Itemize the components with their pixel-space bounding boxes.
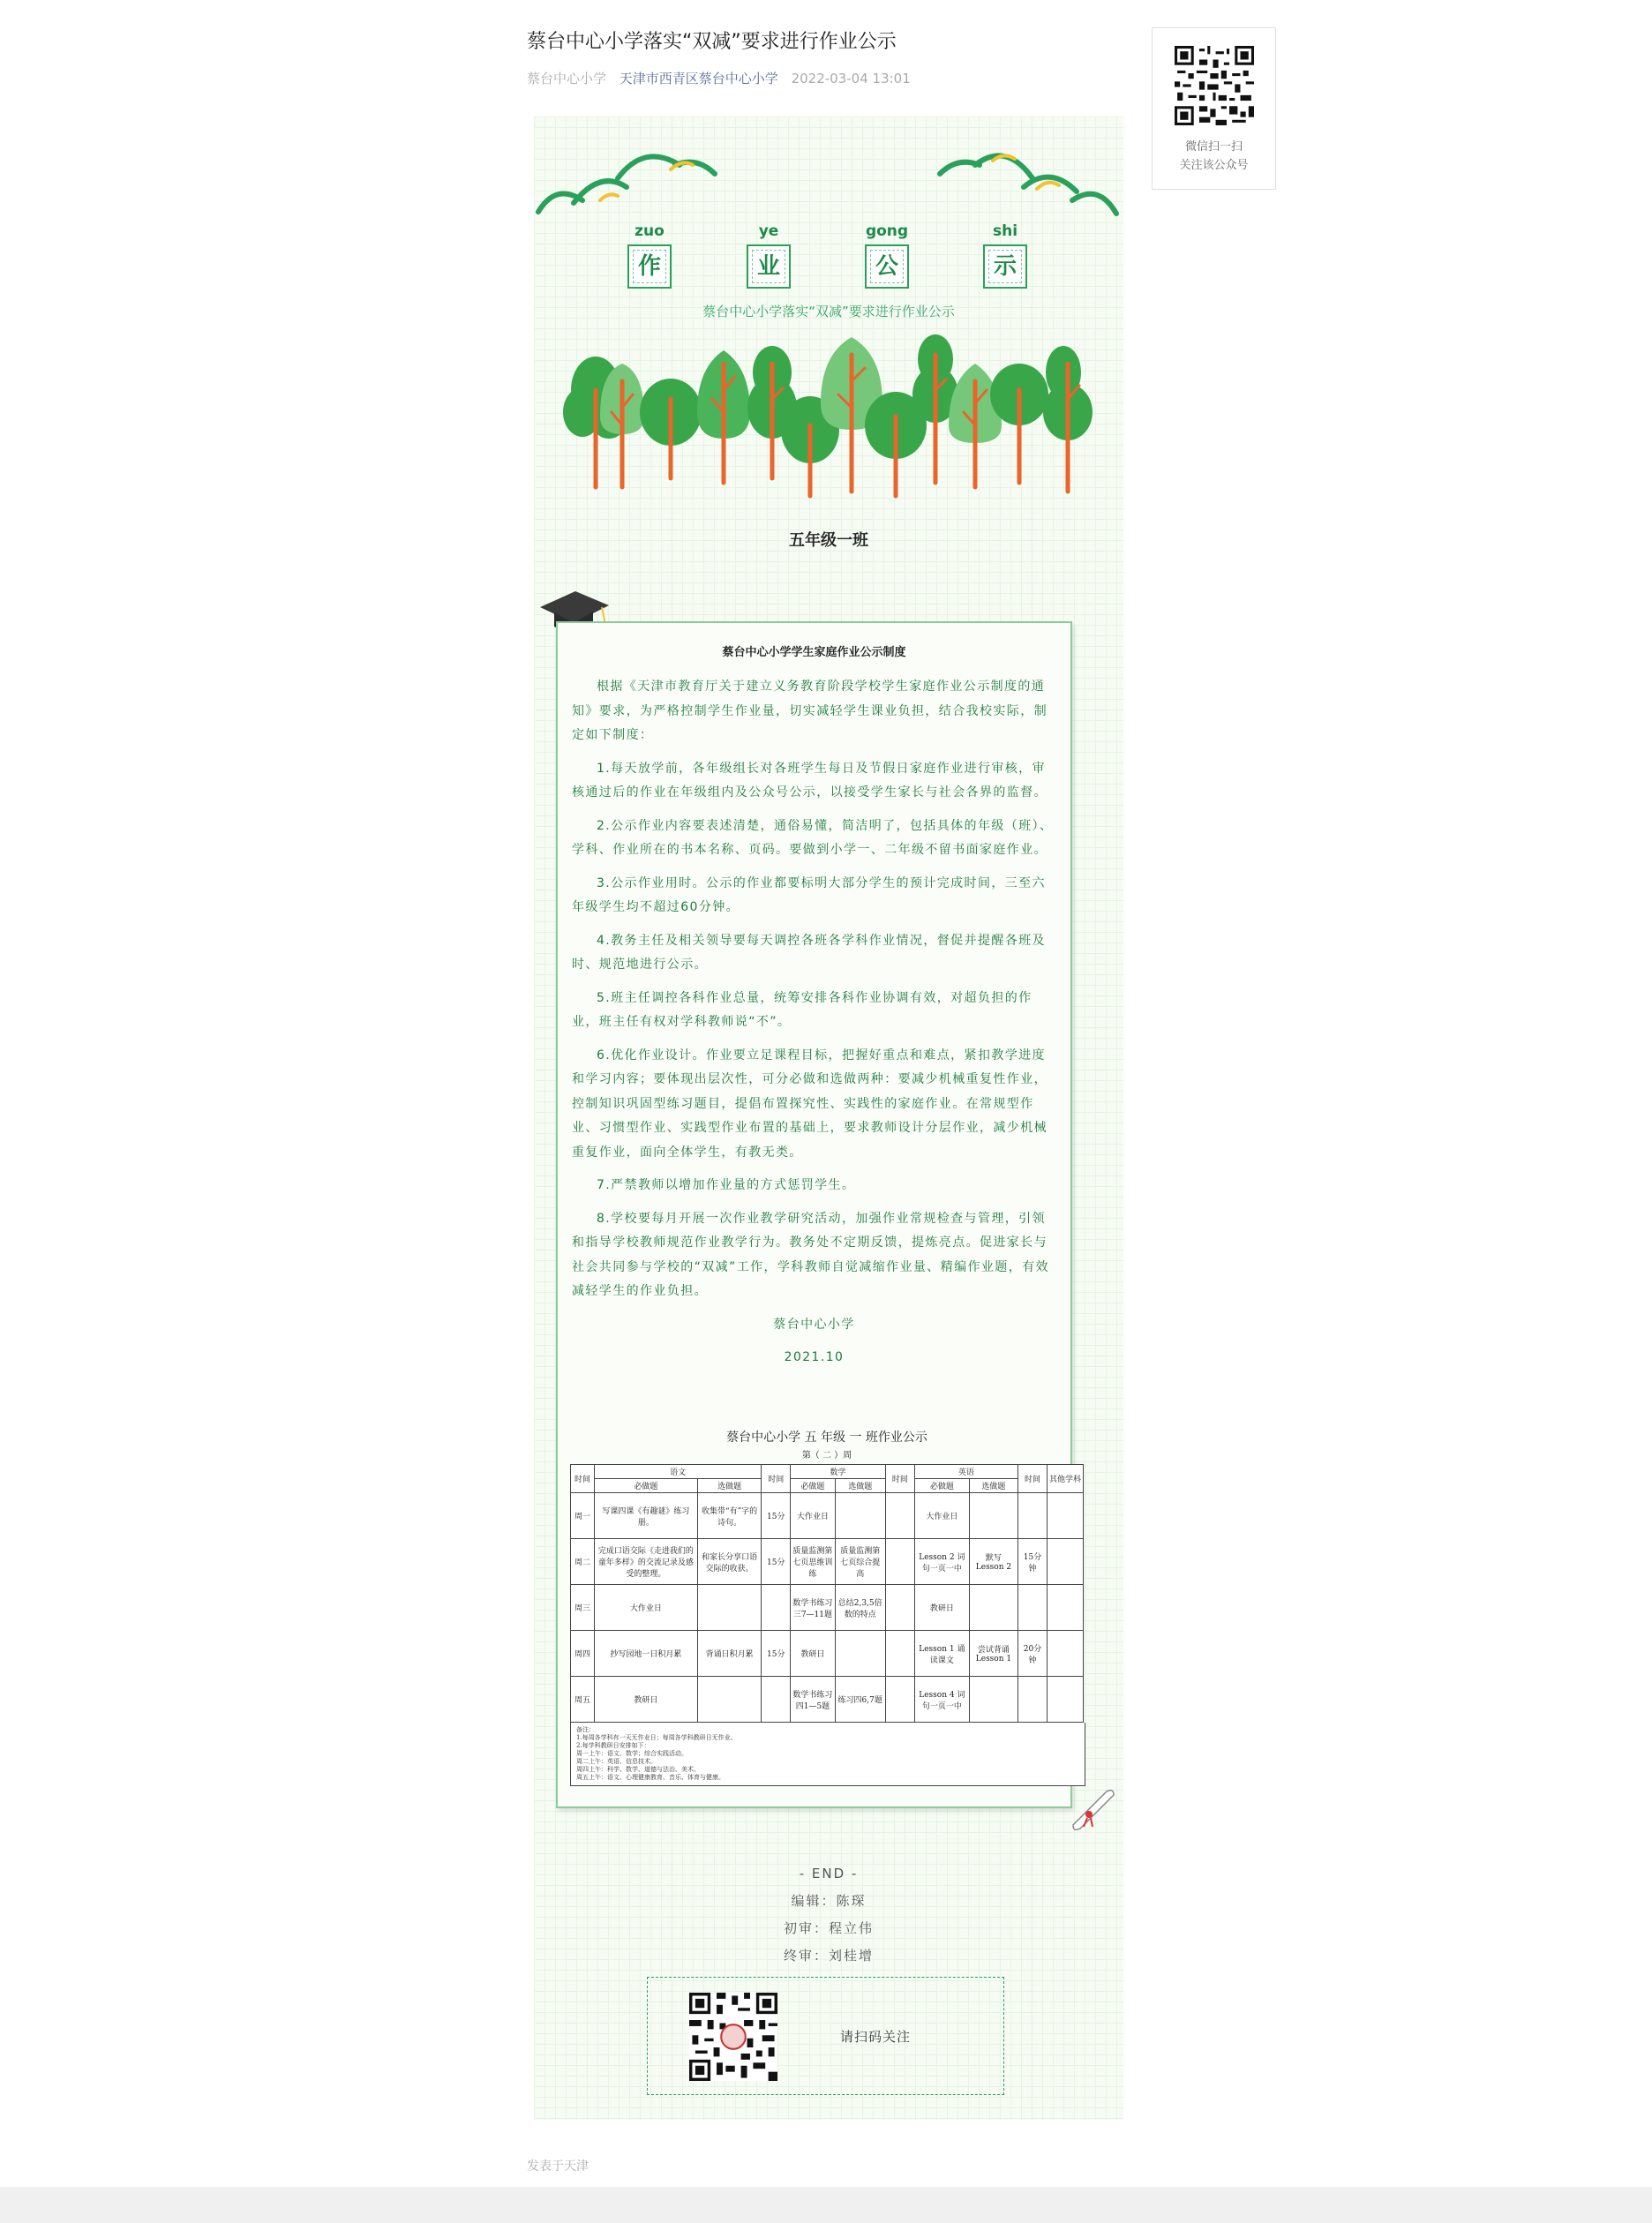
- hanzi-box-3: [865, 244, 909, 289]
- cell: [697, 1677, 761, 1723]
- cell: 15分: [762, 1493, 791, 1539]
- article-content: [534, 116, 1123, 2120]
- hanzi-box-2: [747, 244, 791, 289]
- cell-day: 周二: [571, 1539, 595, 1585]
- follow-qr-box: [647, 1977, 1004, 2095]
- cell: Lesson 4 词句一页一中: [914, 1677, 969, 1723]
- col-optional: 选做题: [835, 1479, 885, 1493]
- end-marker: - END -: [799, 1866, 859, 1881]
- cell: [969, 1677, 1017, 1723]
- forest-illustration: [560, 328, 1099, 505]
- cell: [1048, 1631, 1084, 1677]
- cell: 大作业日: [791, 1493, 835, 1539]
- notice-paragraph: 3.公示作业用时。公示的作业都要标明大部分学生的预计完成时间，三至六年级学生均不超过60分钟。: [572, 875, 1046, 914]
- qr-caption-line1: 微信扫一扫: [1184, 140, 1243, 154]
- col-other: 其他学科: [1048, 1465, 1084, 1493]
- pinyin-2: ye: [758, 222, 779, 240]
- notice-title: 蔡台中心小学学生家庭作业公示制度: [722, 646, 906, 659]
- cell: 20分钟: [1018, 1631, 1048, 1677]
- cell: 15分: [762, 1631, 791, 1677]
- cell: 尝试背诵 Lesson 1: [969, 1631, 1017, 1677]
- notice-paragraph: 2.公示作业内容要表述清楚，通俗易懂，简洁明了，包括具体的年级（班）、学科、作业所在的书本名称、页码。要做到小学一、二年级不留书面家庭作业。: [572, 818, 1054, 857]
- homework-table-week: 第（ 二 ）周: [801, 1451, 852, 1461]
- publish-location: 发表于天津: [527, 2159, 589, 2174]
- cell: [1048, 1539, 1084, 1585]
- article-meta: [527, 69, 1127, 87]
- cell-day: 周一: [571, 1493, 595, 1539]
- cell: 收集带“有”字的诗句。: [697, 1493, 761, 1539]
- cell: [1018, 1493, 1048, 1539]
- cell: [762, 1585, 791, 1631]
- cell: 和家长分享口语交际的收获。: [697, 1539, 761, 1585]
- cell: 背诵日积月累: [697, 1631, 761, 1677]
- cell: 大作业日: [595, 1585, 698, 1631]
- qr-code-icon: [1175, 46, 1254, 125]
- table-row: [571, 1585, 1084, 1631]
- cell: 15分: [762, 1539, 791, 1585]
- pinyin-1: zuo: [635, 222, 665, 240]
- notice-card: [556, 621, 1082, 1808]
- account-qr-panel: [1152, 27, 1276, 190]
- notice-signature: 蔡台中心小学: [773, 1317, 855, 1332]
- follow-text: 请扫码关注: [840, 2029, 912, 2045]
- qr-caption-line2: 关注该公众号: [1179, 159, 1249, 172]
- hanzi-box-1: [627, 244, 672, 289]
- hanzi-4: 示: [993, 253, 1017, 280]
- col-required: 必做题: [595, 1479, 698, 1493]
- col-day: 时间: [571, 1465, 595, 1493]
- col-subject-chinese: 语文: [595, 1465, 762, 1479]
- note-line: 备注：: [576, 1726, 595, 1733]
- note-line: 周一上午：语文、数学；综合实践活动。: [576, 1750, 687, 1757]
- author-name: 蔡台中心小学: [527, 71, 607, 86]
- col-time: 时间: [762, 1465, 791, 1493]
- table-row: [571, 1631, 1084, 1677]
- cell: 数学书练习四1—5题: [791, 1677, 835, 1723]
- cell: 默写 Lesson 2: [969, 1539, 1017, 1585]
- follow-qr-code-icon: [689, 1993, 777, 2081]
- notice-paragraph: 1.每天放学前，各年级组长对各班学生每日及节假日家庭作业进行审核，审核通过后的作业在年级组内及公众号公示，以接受学生家长与社会各界的监督。: [572, 761, 1048, 800]
- cell: [835, 1631, 885, 1677]
- cell: 抄写园地一日积月累: [595, 1631, 698, 1677]
- bottom-bar: [0, 2187, 1652, 2223]
- cell-day: 周三: [571, 1585, 595, 1631]
- diploma-scroll-icon: [1066, 1783, 1119, 1836]
- col-optional: 选做题: [969, 1479, 1017, 1493]
- cell: 质量监测第七页综合提高: [835, 1539, 885, 1585]
- hanzi-3: 公: [875, 253, 898, 280]
- cell: [1018, 1585, 1048, 1631]
- note-line: 周五上午：语文、心理健康教育、音乐、体育与健康。: [576, 1774, 725, 1781]
- cell: 总结2,3,5倍数的特点: [835, 1585, 885, 1631]
- cell: 完成口语交际《走进我们的童年多样》的交流记录及感受的整理。: [595, 1539, 698, 1585]
- table-row: [571, 1677, 1084, 1723]
- end-block: [534, 1860, 1123, 1970]
- homework-grid: [570, 1464, 1084, 1723]
- cell: [1048, 1493, 1084, 1539]
- hanzi-box-4: [983, 244, 1027, 289]
- homework-table: [570, 1428, 1084, 1786]
- cell: [885, 1585, 914, 1631]
- cell: [762, 1677, 791, 1723]
- cell: [835, 1493, 885, 1539]
- cell: 15分钟: [1018, 1539, 1048, 1585]
- cell: [1048, 1585, 1084, 1631]
- table-row: [571, 1493, 1084, 1539]
- cell: 大作业日: [914, 1493, 969, 1539]
- table-row: [571, 1539, 1084, 1585]
- note-line: 周二上午：英语、信息技术。: [576, 1758, 657, 1765]
- pinyin-3: gong: [865, 222, 909, 240]
- article-header: [527, 25, 1127, 87]
- cell: [885, 1493, 914, 1539]
- col-time: 时间: [1018, 1465, 1048, 1493]
- col-time: 时间: [885, 1465, 914, 1493]
- final-review-credit: 终审：刘桂增: [783, 1948, 874, 1964]
- notice-paragraph: 4.教务主任及相关领导要每天调控各班各学科作业情况，督促并提醒各班及时、规范地进行公示。: [572, 933, 1046, 972]
- cell: Lesson 2 词句一页一中: [914, 1539, 969, 1585]
- cell: [969, 1493, 1017, 1539]
- notice-paragraph: 6.优化作业设计。作业要立足课程目标，把握好重点和难点，紧扣教学进度和学习内容；要体现出层次性，可分必做和选做两种：要减少机械重复性作业，控制知识巩固型练习题目，提倡布置探究性、实践性的家庭作业。在常规型作业、习惯型作业、实践型作业布置的基础上，要求教师设计分层作业，减少机械重复作业，面向全体学生，有教无类。: [572, 1048, 1048, 1160]
- cell: 教研日: [791, 1631, 835, 1677]
- notice-date: 2021.10: [784, 1350, 845, 1364]
- cell: 教研日: [914, 1585, 969, 1631]
- cell: [969, 1585, 1017, 1631]
- col-subject-math: 数学: [791, 1465, 886, 1479]
- cell: 质量监测第七页思维训练: [791, 1539, 835, 1585]
- col-subject-english: 英语: [914, 1465, 1017, 1479]
- col-required: 必做题: [914, 1479, 969, 1493]
- pinyin-4: shi: [992, 222, 1018, 240]
- cell: 教研日: [595, 1677, 698, 1723]
- hanzi-2: 业: [756, 253, 780, 280]
- notice-paragraph: 5.班主任调控各科作业总量，统筹安排各科作业协调有效，对超负担的作业，班主任有权对学科教师说“不”。: [572, 990, 1032, 1029]
- cell: [885, 1539, 914, 1585]
- cloud-decoration: [534, 134, 1123, 222]
- table-subheader-row: [571, 1479, 1084, 1493]
- note-line: 2.每学科教研日安排如下：: [576, 1742, 650, 1749]
- cell: 数学书练习三7—11题: [791, 1585, 835, 1631]
- notice-paragraph: 8.学校要每月开展一次作业教学研究活动，加强作业常规检查与管理，引领和指导学校教师规范作业教学行为。教务处不定期反馈，提炼亮点。促进家长与社会共同参与学校的“双减”工作，学科教师自觉减缩作业量、精编作业题，有效减轻学生的作业负担。: [572, 1211, 1049, 1298]
- article-title: 蔡台中心小学落实“双减”要求进行作业公示: [527, 31, 897, 53]
- cell: [697, 1585, 761, 1631]
- cell: 练习四6,7题: [835, 1677, 885, 1723]
- notice-paragraph: 7.严禁教师以增加作业量的方式惩罚学生。: [597, 1178, 856, 1192]
- cell: 写课四课《有趣谜》练习册。: [595, 1493, 698, 1539]
- publish-date: 2022-03-04 13:01: [791, 71, 911, 86]
- homework-table-title: 蔡台中心小学 五 年级 一 班作业公示: [726, 1431, 927, 1445]
- note-line: 1.每周各学科有一天无作业日；每周各学科教研日无作业。: [576, 1734, 737, 1741]
- editor-credit: 编辑：陈琛: [791, 1893, 867, 1909]
- cell-day: 周四: [571, 1631, 595, 1677]
- cell-day: 周五: [571, 1677, 595, 1723]
- notice-body: [558, 659, 1070, 1371]
- col-required: 必做题: [791, 1479, 835, 1493]
- col-optional: 选做题: [697, 1479, 761, 1493]
- cell: [885, 1631, 914, 1677]
- note-line: 周四上午：科学、数学、道德与法治、美术。: [576, 1766, 700, 1773]
- cell: [885, 1677, 914, 1723]
- account-link[interactable]: 天津市西青区蔡台中心小学: [619, 71, 778, 86]
- first-review-credit: 初审：程立伟: [783, 1920, 874, 1936]
- cell: [1048, 1677, 1084, 1723]
- hanzi-1: 作: [637, 253, 661, 280]
- table-header-row: [571, 1465, 1084, 1479]
- notice-paragraph: 根据《天津市教育厅关于建立义务教育阶段学校学生家庭作业公示制度的通知》要求，为严格控制学生作业量，切实减轻学生课业负担，结合我校实际，制定如下制度：: [572, 680, 1048, 742]
- class-name: 五年级一班: [789, 531, 868, 550]
- header-subtitle: 蔡台中心小学落实“双减”要求进行作业公示: [702, 304, 955, 319]
- cell: [1018, 1677, 1048, 1723]
- table-notes: [570, 1723, 1085, 1786]
- cell: Lesson 1 诵读课文: [914, 1631, 969, 1677]
